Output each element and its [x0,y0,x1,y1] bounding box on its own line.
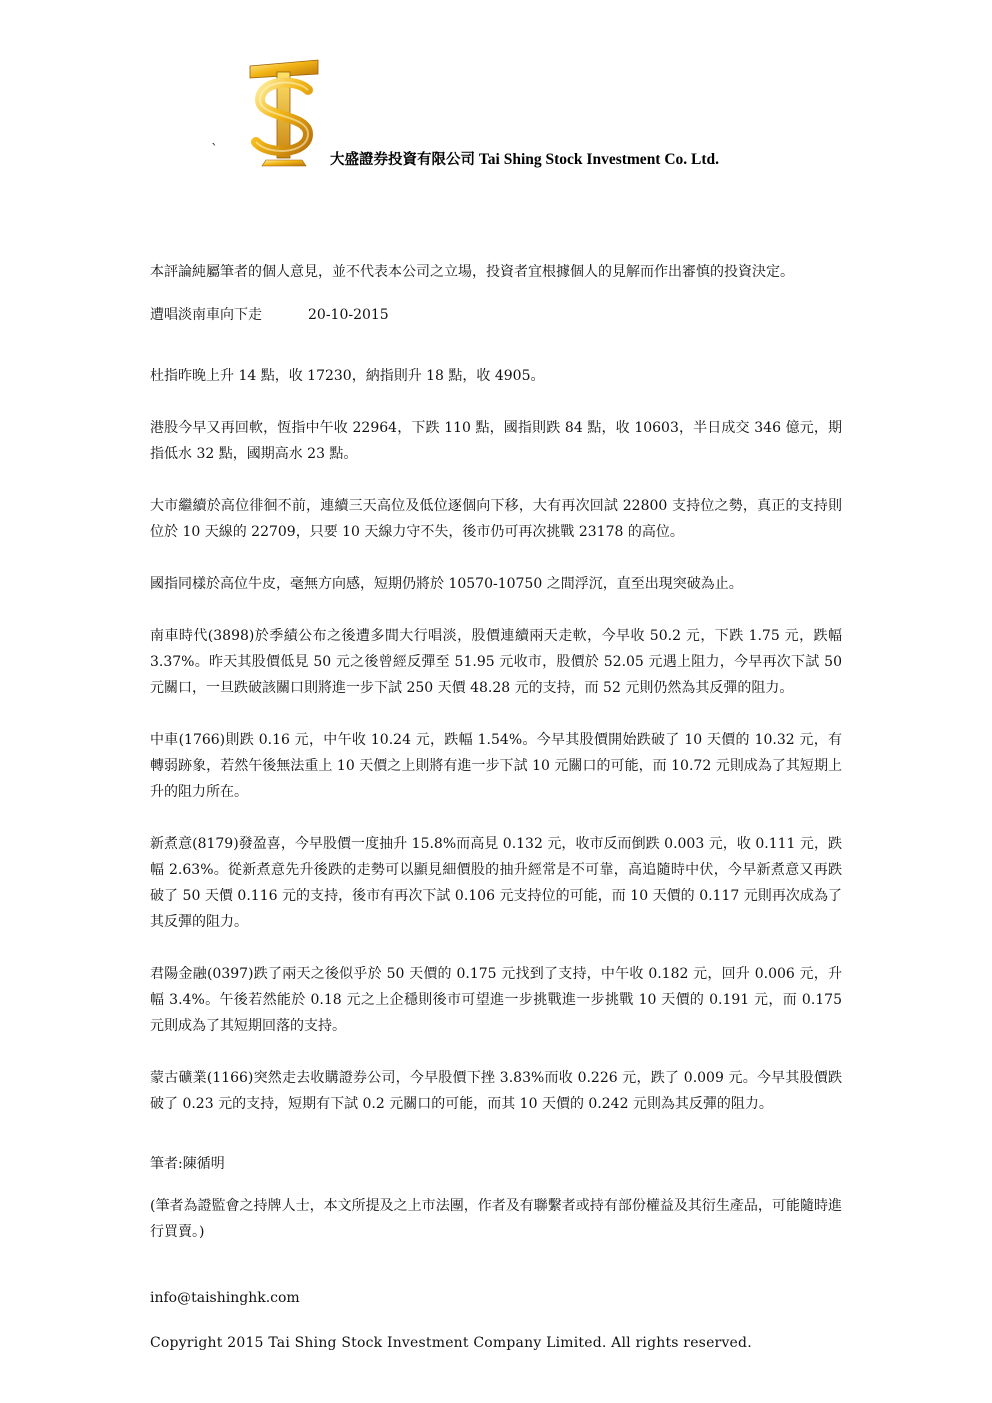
headline: 遭唱淡南車向下走 [150,307,262,323]
paragraph-csr-times: 南車時代(3898)於季績公布之後遭多間大行唱淡，股價連續兩天走軟，今早收 50.2 元，下跌 1.75 元，跌幅 3.37%。昨天其股價低見 50 元之後曾經反彈至 51.95 元收市，股價於 52.05 元遇上阻力，今早再次下試 50 元關口，一旦跌破該關口則將進一步下試 250 天價 48.28 元的支持，而 52 元則仍然為其反彈的阻力。 [150,628,842,696]
copyright-notice: Copyright 2015 Tai Shing Stock Investment Company Limited. All rights reserved. [150,1335,752,1351]
paragraph-hscei: 國指同樣於高位牛皮，毫無方向感，短期仍將於 10570-10750 之間浮沉，直至出現突破為止。 [150,576,743,592]
stray-mark: ` [211,142,218,158]
paragraph-1166: 蒙古礦業(1166)突然走去收購證券公司，今早股價下挫 3.83%而收 0.226 元，跌了 0.009 元。今早其股價跌破了 0.23 元的支持，短期有下試 0.2 元關口的可能，而其 10 天價的 0.242 元則為其反彈的阻力。 [150,1070,842,1112]
company-name [330,148,719,169]
company-logo [246,56,322,168]
article-date: 20-10-2015 [308,307,389,323]
article-body [150,259,842,1356]
paragraph-us-markets: 杜指昨晚上升 14 點，收 17230，納指則升 18 點，收 4905。 [150,368,545,384]
paragraph-market-outlook: 大市繼續於高位徘徊不前，連續三天高位及低位逐個向下移，大有再次回試 22800 支持位之勢，真正的支持則位於 10 天線的 22709，只要 10 天線力守不失，後市仍可再次挑戰 23178 的高位。 [150,498,842,540]
author-line: 筆者:陳循明 [150,1156,225,1172]
headline-line [150,302,842,328]
contact-email: info@taishinghk.com [150,1290,300,1306]
paragraph-crrc: 中車(1766)則跌 0.16 元，中午收 10.24 元，跌幅 1.54%。今早其股價開始跌破了 10 天價的 10.32 元，有轉弱跡象，若然午後無法重上 10 天價之上則將有進一步下試 10 元關口的可能，而 10.72 元則成為了其短期上升的阻力所在。 [150,732,842,800]
paragraph-hk-market: 港股今早又再回軟，恆指中午收 22964，下跌 110 點，國指則跌 84 點，收 10603，半日成交 346 億元，期指低水 32 點，國期高水 23 點。 [150,420,842,462]
paragraph-0397: 君陽金融(0397)跌了兩天之後似乎於 50 天價的 0.175 元找到了支持，中午收 0.182 元，回升 0.006 元，升幅 3.4%。午後若然能於 0.18 元之上企穩則後市可望進一步挑戰進一步挑戰 10 天價的 0.191 元，而 0.175 元則成為了其短期回落的支持。 [150,966,842,1034]
license-note: (筆者為證監會之持牌人士，本文所提及之上市法團，作者及有聯繫者或持有部份權益及其衍生產品，可能隨時進行買賣。) [150,1198,842,1240]
company-name-english: Tai Shing Stock Investment Co. Ltd. [478,151,720,168]
company-name-chinese: 大盛證券投資有限公司 [330,152,475,168]
disclaimer: 本評論純屬筆者的個人意見，並不代表本公司之立場，投資者宜根據個人的見解而作出審慎的投資決定。 [150,264,794,280]
paragraph-8179: 新煮意(8179)發盈喜，今早股價一度抽升 15.8%而高見 0.132 元，收市反而倒跌 0.003 元，收 0.111 元，跌幅 2.63%。從新煮意先升後跌的走勢可以顯見細價股的抽升經常是不可靠，高追隨時中伏，今早新煮意又再跌破了 50 天價 0.116 元的支持，後市有再次下試 0.106 元支持位的可能，而 10 天價的 0.117 元則再次成為了其反彈的阻力。 [150,836,842,930]
